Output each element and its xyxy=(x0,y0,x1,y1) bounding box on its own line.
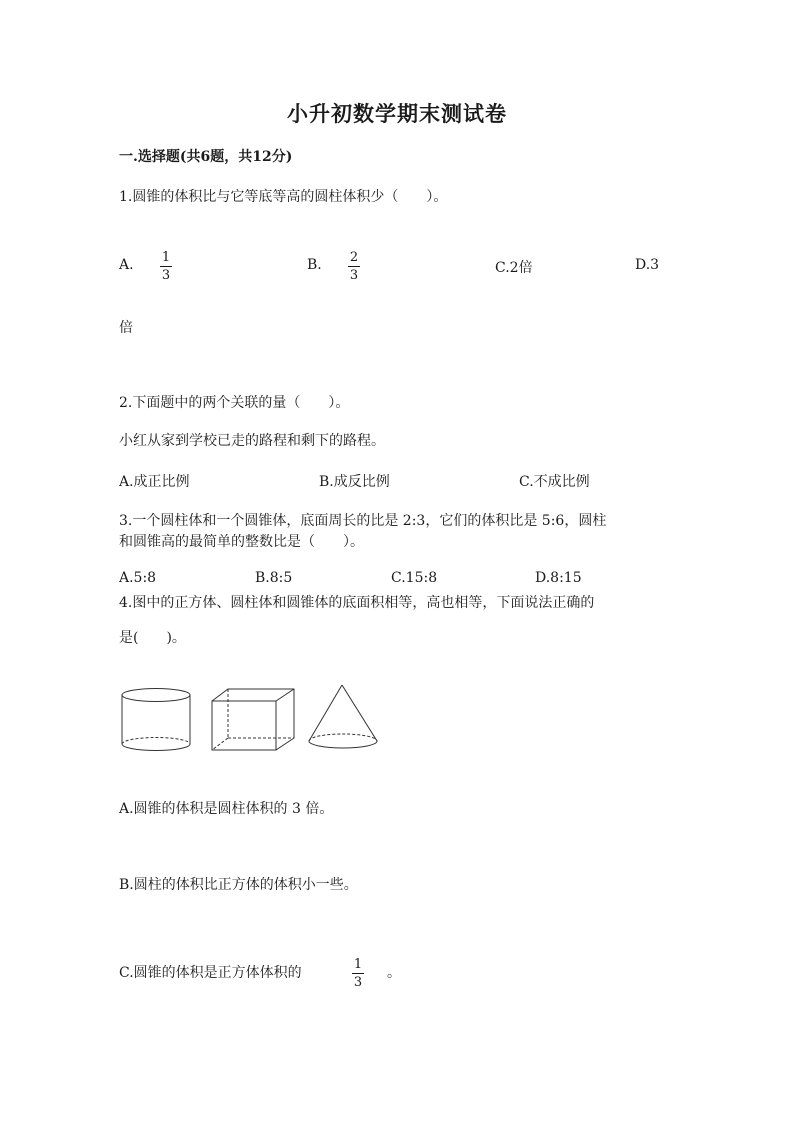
fraction-denominator: 3 xyxy=(349,268,359,283)
q2-option-a[interactable]: A.成正比例 xyxy=(119,474,190,490)
fraction-numerator: 2 xyxy=(349,250,359,265)
q1-option-b-fraction xyxy=(347,250,361,283)
q3-option-b[interactable]: B.8:5 xyxy=(255,570,293,586)
fraction-bar xyxy=(160,266,172,267)
q1-option-a-label[interactable]: A. xyxy=(119,257,134,273)
q2-option-b[interactable]: B.成反比例 xyxy=(319,474,390,490)
cube-shape xyxy=(212,689,294,750)
question-4-line-1: 4.图中的正方体、圆柱体和圆锥体的底面积相等，高也相等，下面说法正确的 xyxy=(119,595,595,611)
cylinder-shape xyxy=(122,689,190,751)
q3-option-c[interactable]: C.15:8 xyxy=(391,570,438,586)
fraction-denominator: 3 xyxy=(353,975,363,990)
section-heading: 一.选择题(共6题，共12分) xyxy=(119,149,293,165)
fraction-bar xyxy=(352,973,364,974)
q4-option-c-end: 。 xyxy=(387,965,401,981)
fraction-bar xyxy=(348,266,360,267)
page-title: 小升初数学期末测试卷 xyxy=(287,101,507,126)
q4-option-c-fraction xyxy=(351,957,365,990)
question-4-line-2: 是( )。 xyxy=(119,630,186,646)
cone-shape xyxy=(309,685,377,748)
question-1-text: 1.圆锥的体积比与它等底等高的圆柱体积少（ ）。 xyxy=(119,189,448,205)
q1-option-d-continued: 倍 xyxy=(119,320,133,336)
q4-option-c-text[interactable]: C.圆锥的体积是正方体体积的 xyxy=(119,965,302,981)
q3-option-d[interactable]: D.8:15 xyxy=(535,570,582,586)
q4-option-a[interactable]: A.圆锥的体积是圆柱体积的 3 倍。 xyxy=(119,801,334,817)
q1-option-d[interactable]: D.3 xyxy=(635,257,660,273)
fraction-numerator: 1 xyxy=(353,957,363,972)
question-2-context: 小红从家到学校已走的路程和剩下的路程。 xyxy=(119,433,385,449)
q1-option-c[interactable]: C.2倍 xyxy=(495,260,533,276)
q4-option-b[interactable]: B.圆柱的体积比正方体的体积小一些。 xyxy=(119,877,358,893)
q2-option-c[interactable]: C.不成比例 xyxy=(519,474,590,490)
q3-option-a[interactable]: A.5:8 xyxy=(119,570,157,586)
q1-option-a-fraction xyxy=(159,250,173,283)
question-2-text: 2.下面题中的两个关联的量（ ）。 xyxy=(119,395,350,411)
q1-option-b-label[interactable]: B. xyxy=(307,257,322,273)
fraction-denominator: 3 xyxy=(161,268,171,283)
question-3-line-2: 和圆锥高的最简单的整数比是（ ）。 xyxy=(119,534,364,550)
shapes-figure xyxy=(116,680,386,760)
fraction-numerator: 1 xyxy=(161,250,171,265)
question-3-line-1: 3.一个圆柱体和一个圆锥体，底面周长的比是 2:3，它们的体积比是 5:6，圆柱 xyxy=(119,513,607,529)
